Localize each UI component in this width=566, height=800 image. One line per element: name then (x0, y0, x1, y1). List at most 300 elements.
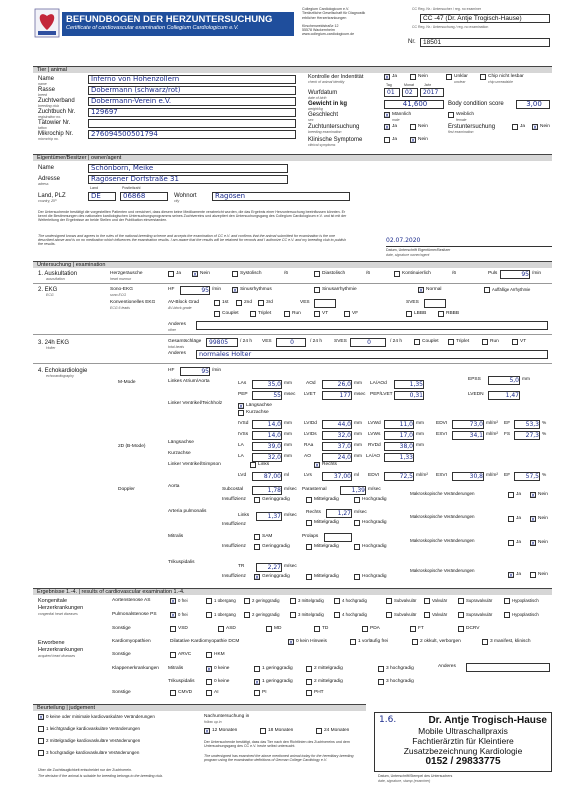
chip-unreadable-checkbox[interactable] (480, 74, 486, 80)
verdict-2-checkbox[interactable] (38, 738, 44, 744)
ves-value[interactable] (314, 299, 336, 308)
holter-vt-label: VT (520, 339, 527, 344)
identity-yes-checkbox[interactable]: x (385, 74, 389, 81)
edvi2-unit: ml/m² (416, 473, 428, 478)
weight-label: Gewicht in kg (308, 101, 348, 107)
congenital-1-valv-checkbox[interactable] (424, 612, 430, 618)
birth-label: Wurfdatum (308, 90, 338, 96)
first-exam-yes-label: Ja (520, 124, 526, 129)
murmur-sub: heart murmur (110, 277, 132, 281)
owner-address[interactable]: Ragösener Dorfstraße 31 (88, 175, 288, 184)
dcm-3-checkbox[interactable] (482, 639, 488, 645)
prolaps-value[interactable] (324, 533, 352, 542)
valve-mitral-3-checkbox[interactable] (378, 666, 384, 672)
identity-no-label: Nein (418, 74, 428, 79)
ekg-other-sub: other (168, 328, 176, 332)
tric-macro-yes-checkbox[interactable]: x (509, 572, 513, 579)
aortic-stenosis-label: Aortenstenose AS (112, 598, 151, 603)
first-exam-yes-checkbox[interactable] (512, 124, 518, 130)
pep-value[interactable]: 55 (252, 391, 282, 400)
owner-date[interactable]: 02.07.2020 (386, 237, 421, 244)
aorta-subcostal-value[interactable]: 1,78 (252, 486, 282, 495)
asd-checkbox[interactable] (218, 626, 224, 632)
owner-signature-line (386, 246, 552, 247)
aorta-macro-yes-checkbox[interactable] (508, 492, 514, 498)
vsd-label: VSD (178, 626, 188, 631)
raa-label: RAa (304, 443, 314, 448)
ef-unit: % (542, 421, 547, 426)
short-axis-checkbox[interactable] (238, 410, 244, 416)
diastolic-checkbox[interactable] (314, 271, 320, 277)
epss-label: EPSS (468, 377, 481, 382)
tric-gering-label: Geringgradig (262, 574, 290, 579)
simpson-right-label: Rechts (322, 462, 337, 467)
la-ao-label: LA/AO (366, 454, 381, 459)
tattoo[interactable] (88, 119, 296, 128)
echo-hf[interactable]: 95 (180, 367, 210, 376)
verdict-1-checkbox[interactable] (38, 726, 44, 732)
birth-year[interactable]: 2017 (420, 88, 444, 97)
valve-mitral-1-label: 1 geringgradig (262, 666, 293, 671)
tric-mittel-checkbox[interactable] (306, 574, 312, 580)
animal-name-sub: name (38, 82, 47, 86)
tric-gering-checkbox[interactable]: x (255, 574, 259, 581)
country[interactable]: DE (88, 192, 116, 201)
pulm-gering-checkbox[interactable] (306, 520, 312, 526)
mitral-gering-checkbox[interactable] (254, 544, 260, 550)
dcm-3-label: 3 manifest, klinisch (490, 639, 531, 644)
ai-label: AI (214, 690, 219, 695)
valve-mitral-1-checkbox[interactable] (254, 666, 260, 672)
lvs-value[interactable]: 37,00 (322, 472, 352, 481)
lvedd-value[interactable]: 1,47 (488, 391, 520, 400)
vf-checkbox[interactable] (344, 311, 350, 317)
chip-sub: microchip no. (38, 137, 59, 141)
aorta-gering-checkbox[interactable] (254, 497, 260, 503)
simpson-left-checkbox[interactable] (250, 462, 256, 468)
aod-value[interactable]: 26,0 (322, 380, 352, 389)
congenital-1-g3-checkbox[interactable] (290, 612, 296, 618)
congenital-label: Kongenitale Herzerkrankungen (38, 598, 84, 611)
pep-lvet-value[interactable]: 0,31 (394, 391, 424, 400)
pulm-links-value[interactable]: 1,37 (256, 512, 282, 521)
section-owner: Eigentümer/Besitzer | owner/agent (33, 154, 552, 161)
male-label: Männlich (392, 112, 412, 117)
arvc-checkbox[interactable] (170, 652, 176, 658)
congenital-0-valv-checkbox[interactable] (424, 598, 430, 604)
birth-sub: date of birth (308, 96, 327, 100)
ekg-other-value[interactable] (196, 321, 548, 330)
triplet-checkbox[interactable] (250, 311, 256, 317)
las-label: LAs (238, 381, 247, 386)
td-checkbox[interactable] (314, 626, 320, 632)
mitral-hoch-checkbox[interactable] (354, 544, 360, 550)
mitral-macro-no-checkbox[interactable]: x (531, 540, 535, 547)
verdict-3-checkbox[interactable] (38, 750, 44, 756)
breeding-exam-yes-checkbox[interactable]: x (385, 124, 389, 131)
simpson-right-checkbox[interactable]: x (315, 462, 319, 469)
rbbb-label: RBBB (446, 311, 460, 316)
pht-checkbox[interactable] (306, 690, 312, 696)
normal-checkbox[interactable]: x (419, 287, 423, 294)
owner-name[interactable]: Schönborn, Meike (88, 164, 288, 173)
pda-checkbox[interactable] (362, 626, 368, 632)
dcrv-checkbox[interactable] (458, 626, 464, 632)
parasternal-label: Parasternal (302, 487, 327, 492)
ivsd-unit: mm (284, 421, 292, 426)
identity-no-checkbox[interactable] (410, 74, 416, 80)
sinus-rhythm-checkbox[interactable]: x (233, 287, 237, 294)
pulm-macro-label: Makroskopische Veränderungen (410, 514, 475, 519)
pulm-macro-no-label: Nein (538, 516, 548, 521)
ai-checkbox[interactable] (206, 690, 212, 696)
td-label: TD (322, 626, 329, 631)
av-1-label: 1st (222, 300, 229, 305)
ivsd-label: IVSd (238, 421, 249, 426)
congenital-1-supravalv-checkbox[interactable] (458, 612, 464, 618)
ivss-label: IVSs (238, 432, 249, 437)
follow-up-24-checkbox[interactable] (316, 728, 322, 734)
lvids-value[interactable]: 32,0 (322, 431, 352, 440)
lvd-unit: ml (284, 473, 290, 478)
holter-couplet-checkbox[interactable] (414, 339, 420, 345)
pi-checkbox[interactable] (254, 690, 260, 696)
murmur-no-checkbox[interactable]: x (193, 271, 197, 278)
congenital-1-g2-checkbox[interactable] (244, 612, 250, 618)
aorta-macro-no-checkbox[interactable]: x (531, 492, 535, 499)
congenital-1-g4-checkbox[interactable] (334, 612, 340, 618)
tric-macro-no-label: Nein (538, 572, 548, 577)
stamp-number: 1.6. (379, 715, 397, 725)
valve-mitral-2-checkbox[interactable] (306, 666, 312, 672)
esvi-unit: ml/m² (486, 432, 498, 437)
breeding-exam-no-checkbox[interactable] (410, 124, 416, 130)
valve-other-value[interactable] (466, 663, 550, 672)
congenital-0-hypo-checkbox[interactable] (504, 598, 510, 604)
sex-sub: sex (308, 118, 314, 122)
mitral-macro-yes-checkbox[interactable] (508, 540, 514, 546)
continuous-label: Kontinuierlich (402, 271, 431, 276)
tattoo-sub: tattoo (38, 126, 47, 130)
holter-other-label: Anderes (168, 351, 186, 356)
club-label: Zuchtverband (38, 98, 75, 104)
pep-unit: msec (284, 392, 296, 397)
congenital-0-subvalv-checkbox[interactable] (386, 598, 392, 604)
aorta-hoch-label: Hochgradig (362, 497, 387, 502)
pulm-mittel-label: Mittelgradig (314, 520, 339, 525)
fs-value[interactable]: 27,3 (514, 431, 540, 440)
sinus-arrhythmia-checkbox[interactable] (314, 287, 320, 293)
lvwd-unit: mm (416, 421, 424, 426)
owner-signature-label: Datum, Unterschrift Eigentümer/Besitzer (386, 248, 451, 252)
ao-value[interactable]: 24,0 (322, 453, 352, 462)
couplet-checkbox[interactable] (214, 311, 220, 317)
holter-other[interactable]: normales Holter (196, 350, 548, 359)
arvc-label: ARVC (178, 652, 192, 657)
valve-tric-1-checkbox[interactable]: x (255, 679, 259, 686)
murmur-yes-checkbox[interactable] (168, 271, 174, 277)
org-address: Collegium Cardiologicum e.V. Tierärztliche Gesellschaft für Diagnostik erblicher Herzerkrankungen Kirschenweidstraße 12 55578 Wackernheim www.collegium-cardiologicum.de (302, 7, 366, 37)
animal-name-label: Name (38, 76, 55, 82)
epss-unit: mm (522, 377, 530, 382)
ef-label: EF (504, 421, 511, 426)
female-checkbox[interactable] (448, 112, 454, 118)
mitral-macro-label: Makroskopische Veränderungen (410, 538, 475, 543)
sves-label: SVES (406, 300, 419, 305)
pep-label: PEP (238, 392, 248, 397)
congenital-1-subvalv-checkbox[interactable] (386, 612, 392, 618)
lvidd-label: LVIDd (304, 421, 317, 426)
valve-tric-2-checkbox[interactable] (306, 679, 312, 685)
long-axis-label: Längsachse (246, 403, 272, 408)
tric-hoch-checkbox[interactable] (354, 574, 360, 580)
pulm-rechts-value[interactable]: 1,27 (326, 509, 352, 518)
breeding-club[interactable]: Dobermann-Verein e.V. (88, 97, 296, 106)
pulm-insuff-label: Insuffizienz (222, 522, 246, 527)
ivss-value[interactable]: 14,0 (252, 431, 282, 440)
pulm-macro-no-checkbox[interactable]: x (531, 516, 535, 523)
section-examination: Untersuchung | examination (33, 261, 552, 268)
mitral-mittel-checkbox[interactable] (306, 544, 312, 550)
aorta-hoch-checkbox[interactable] (354, 497, 360, 503)
holter-ves-unit: / 24 h (310, 339, 323, 344)
holter-ves[interactable]: 0 (276, 338, 306, 347)
dcm-free-checkbox[interactable]: x (289, 639, 293, 646)
esvi-value[interactable]: 34,1 (452, 431, 484, 440)
holter-triplet-checkbox[interactable] (448, 339, 454, 345)
identity-unclear-label: Unklar (454, 74, 468, 79)
ao-unit: mm (354, 454, 362, 459)
lvet-unit: msec (354, 392, 366, 397)
congenital-0-supravalv-checkbox[interactable] (458, 598, 464, 604)
murmur-no-label: Nein (200, 271, 210, 276)
av-2-checkbox[interactable] (236, 300, 242, 306)
congenital-1-g1-checkbox[interactable] (206, 612, 212, 618)
exam-number[interactable]: 18501 (420, 38, 550, 47)
identity-unclear-checkbox[interactable] (446, 74, 452, 80)
pulm-macro-yes-checkbox[interactable] (508, 516, 514, 522)
rbbb-checkbox[interactable] (438, 311, 444, 317)
tric-macro-no-checkbox[interactable] (530, 572, 536, 578)
lvwd-label: LVWd (368, 421, 381, 426)
lvids-unit: mm (354, 432, 362, 437)
ivsd-value[interactable]: 14,0 (252, 420, 282, 429)
congenital-0-subvalv-label: Subvalvulär (394, 598, 417, 603)
identity-label: Kontrolle der Indentität (308, 74, 364, 80)
follow-up-12-checkbox[interactable]: x (205, 728, 209, 735)
vsd-checkbox[interactable] (170, 626, 176, 632)
congenital-0-hypo-label: Hypoplastisch (512, 598, 539, 603)
male-checkbox[interactable]: x (385, 112, 389, 119)
follow-up-18-checkbox[interactable] (260, 728, 266, 734)
animal-name[interactable]: Inferno von Hohenzollern (88, 75, 296, 84)
birth-month[interactable]: 02 (402, 88, 418, 97)
esvi2-label: ESVI (436, 473, 447, 478)
congenital-1-g1-label: 1 übergang (214, 612, 236, 617)
la-ls-value[interactable]: 39,0 (252, 442, 282, 451)
valve-tric-0-checkbox[interactable] (206, 679, 212, 685)
edvi2-value[interactable]: 72,5 (384, 472, 414, 481)
holter-run-checkbox[interactable] (482, 339, 488, 345)
sam-checkbox[interactable] (254, 534, 260, 540)
tricuspid-doppler-label: Trikuspidalis (168, 560, 195, 565)
dcm-2-checkbox[interactable] (412, 639, 418, 645)
ef2-value[interactable]: 57,5 (514, 472, 540, 481)
cmvd-checkbox[interactable] (170, 690, 176, 696)
hkm-checkbox[interactable] (206, 652, 212, 658)
pulmonic-stenosis-label: Pulmonalstenose PS (112, 612, 157, 617)
aorta-macro-label: Makroskopische Veränderungen (410, 491, 475, 496)
pda-label: PDA (370, 626, 380, 631)
lvet-value[interactable]: 177 (322, 391, 352, 400)
holter-vt-checkbox[interactable] (512, 339, 518, 345)
run-checkbox[interactable] (284, 311, 290, 317)
chip-unreadable-sub: chip unreadable (488, 80, 513, 84)
av-2-label: 2nd (244, 300, 253, 305)
short-axis-label: Kurzachse (246, 410, 269, 415)
ef2-unit: % (542, 473, 547, 478)
total-beats[interactable]: 99805 (206, 338, 238, 347)
lvet-label: LVET (304, 392, 316, 397)
aod-label: AOd (306, 381, 316, 386)
congenital-0-g2-checkbox[interactable] (244, 598, 250, 604)
puls-value[interactable]: 95 (500, 270, 530, 279)
esvi2-value[interactable]: 30,8 (452, 472, 484, 481)
aorta-mittel-checkbox[interactable] (306, 497, 312, 503)
tr-value[interactable]: 2,27 (256, 563, 282, 572)
ef-value[interactable]: 53,3 (514, 420, 540, 429)
sves-value[interactable] (424, 299, 446, 308)
conventional-ecg-sub: ECG 6 leads (110, 306, 130, 310)
acquired-sub: acquired heart diseases (38, 654, 76, 658)
holter-sub: Holter (46, 346, 56, 350)
birth-day[interactable]: 01 (384, 88, 400, 97)
la-ao-value[interactable]: 1,33 (384, 453, 414, 462)
md-checkbox[interactable] (266, 626, 272, 632)
female-label: Weiblich (456, 112, 475, 117)
epss-value[interactable]: 5,0 (488, 376, 520, 385)
zip[interactable]: 06868 (120, 192, 168, 201)
total-beats-label: Gesamtschläge (168, 339, 202, 344)
section-judgement: Beurteilung | judgement (33, 704, 366, 711)
congenital-1-subvalv-label: Subvalvulär (394, 612, 417, 617)
clinical-no-checkbox[interactable]: x (411, 137, 415, 144)
long-axis-checkbox[interactable]: x (239, 403, 243, 410)
dcm-1-label: 1 vorläufig frei (358, 639, 389, 644)
pulm-hoch-label: Hochgradig (362, 520, 387, 525)
auscultation-label: 1. Auskultation (38, 271, 78, 277)
microchip[interactable]: 276094500501794 (88, 130, 296, 139)
city[interactable]: Ragösen (212, 192, 350, 201)
congenital-0-g2-label: 2 geringgradig (252, 598, 280, 603)
holter-sves[interactable]: 0 (350, 338, 386, 347)
congenital-1-no-checkbox[interactable]: x (171, 612, 175, 619)
2d-short-axis-label: Kurzachse (168, 451, 191, 456)
la-s-value[interactable]: 32,0 (252, 453, 282, 462)
lvws-value[interactable]: 17,0 (384, 431, 414, 440)
av-3-checkbox[interactable] (258, 300, 264, 306)
pht-label: PHT (314, 690, 324, 695)
lvwd-value[interactable]: 11,0 (384, 420, 414, 429)
congenital-0-no-checkbox[interactable]: x (171, 598, 175, 605)
2d-long-axis-label: Längsachse (168, 440, 194, 445)
aorta-parasternal-value[interactable]: 1,39 (340, 486, 366, 495)
av-1-checkbox[interactable] (214, 300, 220, 306)
stamp-line-3: Fachtierärztin für Kleintiere (412, 736, 514, 746)
systolic-label: Systolisch (240, 271, 262, 276)
continuous-checkbox[interactable] (394, 271, 400, 277)
aorta-gering-label: Geringgradig (262, 497, 290, 502)
las-value[interactable]: 35,0 (252, 380, 282, 389)
valve-mitral-0-checkbox[interactable]: x (207, 666, 211, 673)
weight[interactable]: 41,600 (384, 100, 444, 109)
male-sub: male (392, 118, 400, 122)
verdict-0-checkbox[interactable]: x (39, 714, 43, 721)
valve-tric-1-label: 1 geringgradig (262, 679, 293, 684)
congenital-0-g1-label: 1 übergang (214, 598, 236, 603)
vt-checkbox[interactable] (314, 311, 320, 317)
la-aod-value[interactable]: 1,35 (394, 380, 424, 389)
subcostal-label: Subcostal (222, 487, 244, 492)
systolic-checkbox[interactable] (232, 271, 238, 277)
md-label: MD (274, 626, 282, 631)
la-ls-label: LA (238, 443, 244, 448)
valve-sonstige-label: Sonstige (112, 690, 131, 695)
holter-ves-label: VES (262, 339, 272, 344)
raa-value[interactable]: 37,0 (322, 442, 352, 451)
congenital-0-g4-checkbox[interactable] (334, 598, 340, 604)
striking-arrhythmia-checkbox[interactable] (484, 287, 490, 293)
cardiomyopathy-label: Kardiomyopathien (112, 639, 151, 644)
congenital-0-g4-label: 4 hochgradig (342, 598, 367, 603)
lvidd-value[interactable]: 44,0 (322, 420, 352, 429)
pulm-hoch-checkbox[interactable] (354, 520, 360, 526)
breed-sub: breed (38, 93, 47, 97)
identity-yes-label: Ja (392, 74, 398, 79)
congenital-0-g1-checkbox[interactable] (206, 598, 212, 604)
rvdd-value[interactable]: 38,0 (384, 442, 414, 451)
verdict-0-label: 0 keine oder minimale kardiovaskuläre Veränderungen (46, 714, 155, 719)
lvd-value[interactable]: 87,00 (252, 472, 282, 481)
pulm-macro-yes-label: Ja (516, 516, 522, 521)
body-condition-score[interactable]: 3,00 (516, 100, 550, 109)
edvi-value[interactable]: 73,0 (452, 420, 484, 429)
breed[interactable]: Dobermann (schwarz/rot) (88, 86, 296, 95)
ef2-label: EF (504, 473, 511, 478)
breed-label: Rasse (38, 87, 56, 93)
congenital-1-hypo-checkbox[interactable] (504, 612, 510, 618)
identity-unclear-sub: unclear (454, 80, 466, 84)
aorta-macro-no-label: Nein (538, 492, 548, 497)
owner-name-label: Name (38, 165, 55, 171)
ft-checkbox[interactable] (410, 626, 416, 632)
clinical-yes-checkbox[interactable] (384, 137, 390, 143)
lv-teichholz-label: Linker Ventrikel/Teichholz (168, 401, 223, 406)
ekg-other-label: Anderes (168, 322, 186, 327)
lbbb-checkbox[interactable] (406, 311, 412, 317)
hf-value[interactable]: 95 (180, 286, 210, 295)
dcm-1-checkbox[interactable] (350, 639, 356, 645)
first-exam-no-checkbox[interactable]: x (533, 124, 537, 131)
simpson-label: Linker Ventrikel/Simpson (168, 462, 221, 467)
examiner-reg[interactable]: CC -47 (Dr. Antje Trogisch-Hause) (420, 14, 550, 23)
studbook[interactable]: 129697 (88, 108, 296, 117)
divider (33, 363, 552, 364)
valve-tric-3-checkbox[interactable] (378, 679, 384, 685)
congenital-0-g3-checkbox[interactable] (290, 598, 296, 604)
weight-sub: weight/kg (308, 107, 323, 111)
tric-macro-label: Makroskopische Veränderungen (410, 568, 475, 573)
